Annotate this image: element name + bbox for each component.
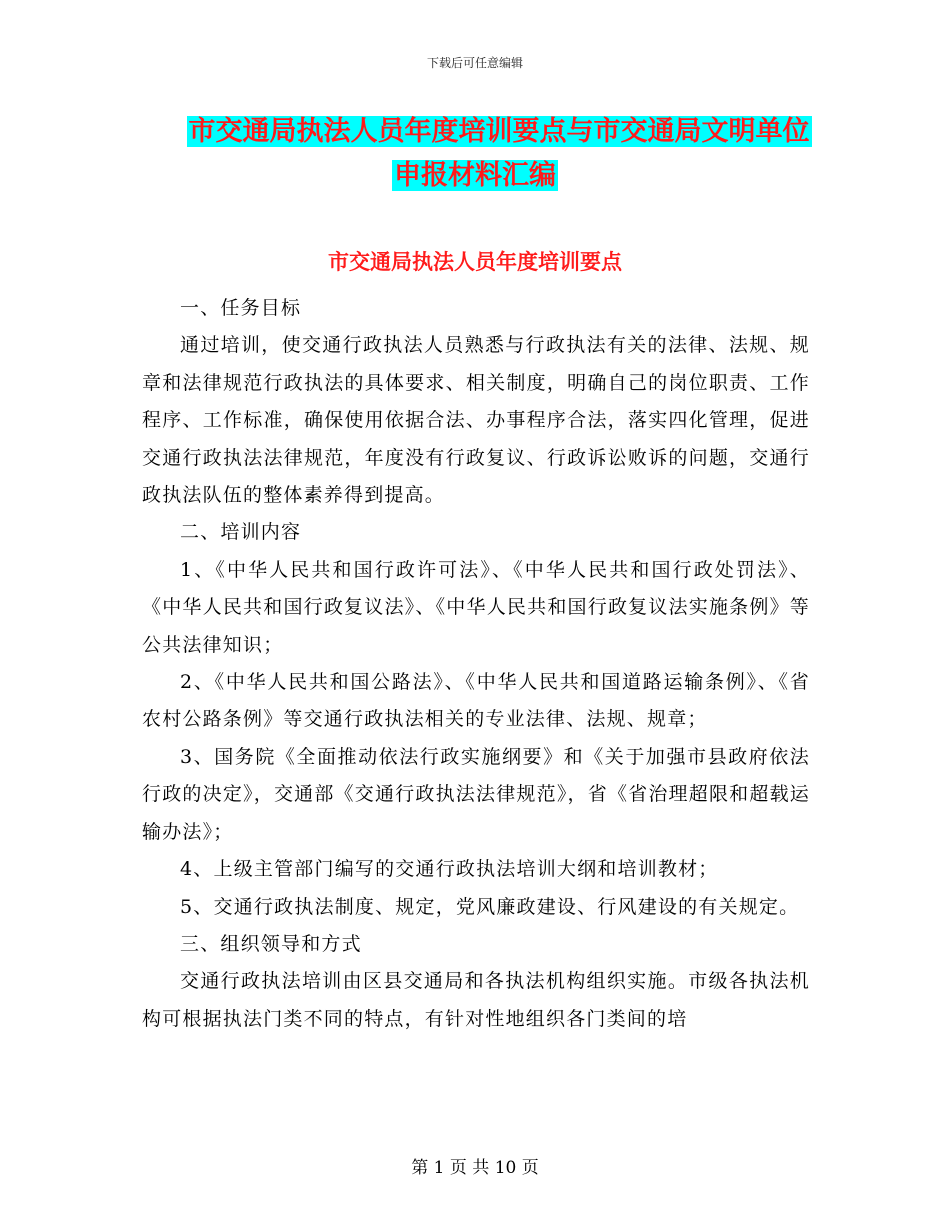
paragraph-task-goals: 通过培训，使交通行政执法人员熟悉与行政执法有关的法律、法规、规章和法律规范行政执法的具体要求、相关制度，明确自己的岗位职责、工作程序、工作标准，确保使用依据合法、办事程序合法，落实四化管理，促进交通行政执法法律规范，年度没有行政复议、行政诉讼败诉的问题，交通行政执法队伍的整体素养得到提高。: [142, 334, 810, 507]
header-note: 下载后可任意编辑: [426, 56, 523, 70]
paragraph-item-1: 1、《中华人民共和国行政许可法》、《中华人民共和国行政处罚法》、《中华人民共和国行政复议法》、《中华人民共和国行政复议法实施条例》等公共法律知识；: [142, 558, 810, 656]
heading-training-content: 二、培训内容: [180, 521, 302, 544]
document-title-line-2-text: 申报材料汇编: [394, 160, 556, 191]
section-title: 市交通局执法人员年度培训要点: [328, 250, 622, 274]
document-title-line-2: [0, 156, 950, 196]
document-title-line-1: [24, 112, 950, 152]
paragraph-item-4: 4、上级主管部门编写的交通行政执法培训大纲和培训教材；: [180, 858, 719, 881]
paragraph-item-3: 3、国务院《全面推动依法行政实施纲要》和《关于加强市县政府依法行政的决定》，交通部《交通行政执法法律规范》，省《省治理超限和超载运输办法》；: [142, 745, 810, 843]
document-body: [142, 290, 810, 1038]
document-title-line-1-text: 市交通局执法人员年度培训要点与市交通局文明单位: [188, 116, 810, 147]
paragraph-item-2: 2、《中华人民共和国公路法》、《中华人民共和国道路运输条例》、《省农村公路条例》等交通行政执法相关的专业法律、法规、规章；: [142, 671, 810, 731]
heading-task-goals: 一、任务目标: [180, 297, 302, 319]
page-footer: 第 1 页 共 10 页: [411, 1158, 539, 1178]
paragraph-organization: 交通行政执法培训由区县交通局和各执法机构组织实施。市级各执法机构可根据执法门类不同的特点，有针对性地组织各门类间的培: [142, 970, 810, 1030]
heading-organization: 三、组织领导和方式: [180, 932, 362, 955]
paragraph-item-5: 5、交通行政执法制度、规定，党风廉政建设、行风建设的有关规定。: [180, 895, 800, 918]
